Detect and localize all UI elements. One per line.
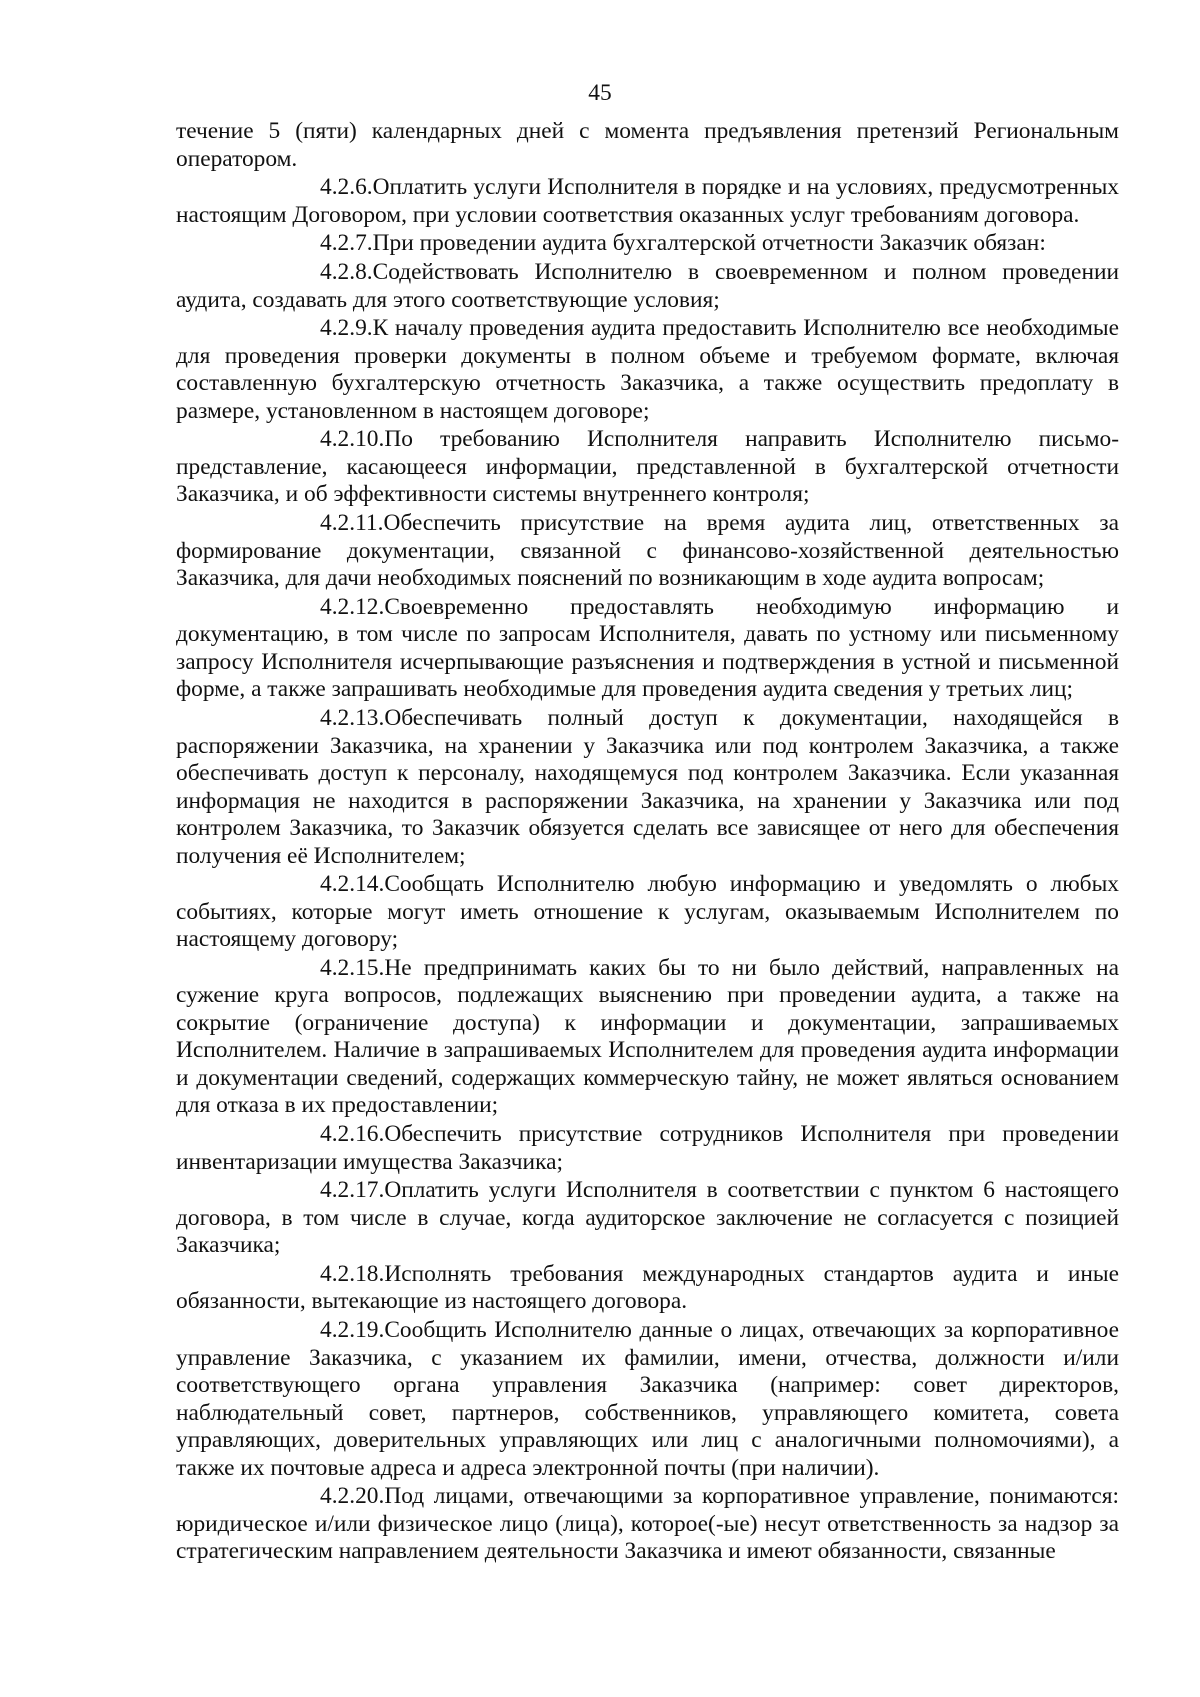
clause-paragraph bbox=[176, 871, 1119, 954]
document-body bbox=[176, 118, 1119, 1567]
clause-text: При проведении аудита бухгалтерской отчетности Заказчик обязан: bbox=[372, 230, 1046, 257]
clause-number: 4.2.6. bbox=[320, 174, 373, 201]
clause-text: Обеспечить присутствие на время аудита лиц, ответственных за формирование документации, связанной с финансово-хозяйственной деятельностью Заказчика, для дачи необходимых пояснений по возникающим в ходе аудита вопросам; bbox=[176, 510, 1119, 592]
clause-text: течение 5 (пяти) календарных дней с момента предъявления претензий Региональным оператором. bbox=[176, 118, 1119, 172]
clause-number: 4.2.10. bbox=[320, 426, 385, 453]
clause-paragraph bbox=[176, 1261, 1119, 1316]
clause-number: 4.2.19. bbox=[320, 1317, 385, 1344]
clause-paragraph bbox=[176, 315, 1119, 425]
clause-text: К началу проведения аудита предоставить Исполнителю все необходимые для проведения проверки документы в полном объеме и требуемом формате, включая составленную бухгалтерскую отчетность Заказчика, а также осуществить предоплату в размере, установленном в настоящем договоре; bbox=[176, 315, 1119, 424]
clause-number: 4.2.15. bbox=[320, 954, 385, 981]
clause-number: 4.2.7. bbox=[320, 230, 373, 257]
page-number: 45 bbox=[588, 80, 612, 106]
clause-text: Содействовать Исполнителю в своевременном и полном проведении аудита, создавать для этого соответствующие условия; bbox=[176, 259, 1119, 313]
clause-text: Своевременно предоставлять необходимую информацию и документацию, в том числе по запросам Исполнителя, давать по устному или письменному запросу Исполнителя исчерпывающие разъяснения и подтверждения в устной и письменной форме, а также запрашивать необходимые для проведения аудита сведения у третьих лиц; bbox=[176, 593, 1119, 703]
clause-text: Под лицами, отвечающими за корпоративное управление, понимаются: юридическое и/или физическое лицо (лица), которое(-ые) несут ответственность за надзор за стратегическим направлением деятельности Заказчика и имеют обязанности, связанные bbox=[176, 1483, 1119, 1565]
clause-text: По требованию Исполнителя направить Исполнителю письмо-представление, касающееся информации, представленной в бухгалтерской отчетности Заказчика, и об эффективности системы внутреннего контроля; bbox=[176, 426, 1119, 508]
clause-number: 4.2.20. bbox=[320, 1483, 385, 1510]
clause-paragraph bbox=[176, 259, 1119, 314]
clause-number: 4.2.17. bbox=[320, 1177, 385, 1204]
clause-paragraph bbox=[176, 705, 1119, 870]
clause-text: Исполнять требования международных стандартов аудита и иные обязанности, вытекающие из настоящего договора. bbox=[176, 1260, 1119, 1315]
clause-paragraph bbox=[176, 1483, 1119, 1566]
clause-number: 4.2.8. bbox=[320, 259, 373, 286]
clause-text: Сообщить Исполнителю данные о лицах, отвечающих за корпоративное управление Заказчика, с указанием их фамилии, имени, отчества, должности и/или соответствующего органа управления Заказчика (например: совет директоров, наблюдательный совет, партнеров, собственников, управляющего комитета, совета управляющих, доверительных управляющих или лиц с аналогичными полномочиями), а также их почтовые адреса и адреса электронной почты (при наличии). bbox=[176, 1317, 1119, 1481]
clause-paragraph bbox=[176, 1121, 1119, 1176]
clause-paragraph bbox=[176, 510, 1119, 593]
clause-number: 4.2.18. bbox=[320, 1260, 385, 1287]
clause-paragraph bbox=[176, 174, 1119, 229]
clause-paragraph bbox=[176, 426, 1119, 509]
clause-text: Оплатить услуги Исполнителя в соответствии с пунктом 6 настоящего договора, в том числе в случае, когда аудиторское заключение не согласуется с позицией Заказчика; bbox=[176, 1177, 1119, 1259]
clause-paragraph bbox=[176, 955, 1119, 1120]
clause-number: 4.2.14. bbox=[320, 871, 385, 898]
clause-text: Сообщать Исполнителю любую информацию и уведомлять о любых событиях, которые могут иметь отношение к услугам, оказываемым Исполнителем по настоящему договору; bbox=[176, 871, 1119, 953]
clause-text: Обеспечивать полный доступ к документации, находящейся в распоряжении Заказчика, на хранении у Заказчика или под контролем Заказчика, а также обеспечивать доступ к персоналу, находящемуся под контролем Заказчика. Если указанная информация не находится в распоряжении Заказчика, на хранении у Заказчика или под контролем Заказчика, то Заказчик обязуется сделать все зависящее от него для обеспечения получения её Исполнителем; bbox=[176, 705, 1119, 869]
clause-paragraph bbox=[176, 1177, 1119, 1260]
clause-number: 4.2.12. bbox=[320, 593, 385, 620]
clause-number: 4.2.16. bbox=[320, 1121, 385, 1148]
clause-text: Обеспечить присутствие сотрудников Исполнителя при проведении инвентаризации имущества Заказчика; bbox=[176, 1121, 1119, 1175]
clause-paragraph bbox=[176, 1317, 1119, 1482]
continuation-paragraph bbox=[176, 118, 1119, 173]
clause-paragraph bbox=[176, 230, 1119, 258]
clause-text: Оплатить услуги Исполнителя в порядке и на условиях, предусмотренных настоящим Договором, при условии соответствия оказанных услуг требованиям договора. bbox=[176, 174, 1119, 228]
clause-paragraph bbox=[176, 594, 1119, 704]
clause-number: 4.2.9. bbox=[320, 315, 373, 342]
clause-text: Не предпринимать каких бы то ни было действий, направленных на сужение круга вопросов, подлежащих выяснению при проведении аудита, а также на сокрытие (ограничение доступа) к информации и документации, запрашиваемых Исполнителем. Наличие в запрашиваемых Исполнителем для проведения аудита информации и документации сведений, содержащих коммерческую тайну, не может являться основанием для отказа в их предоставлении; bbox=[176, 954, 1119, 1119]
clause-number: 4.2.11. bbox=[320, 510, 384, 537]
clause-number: 4.2.13. bbox=[320, 705, 385, 731]
